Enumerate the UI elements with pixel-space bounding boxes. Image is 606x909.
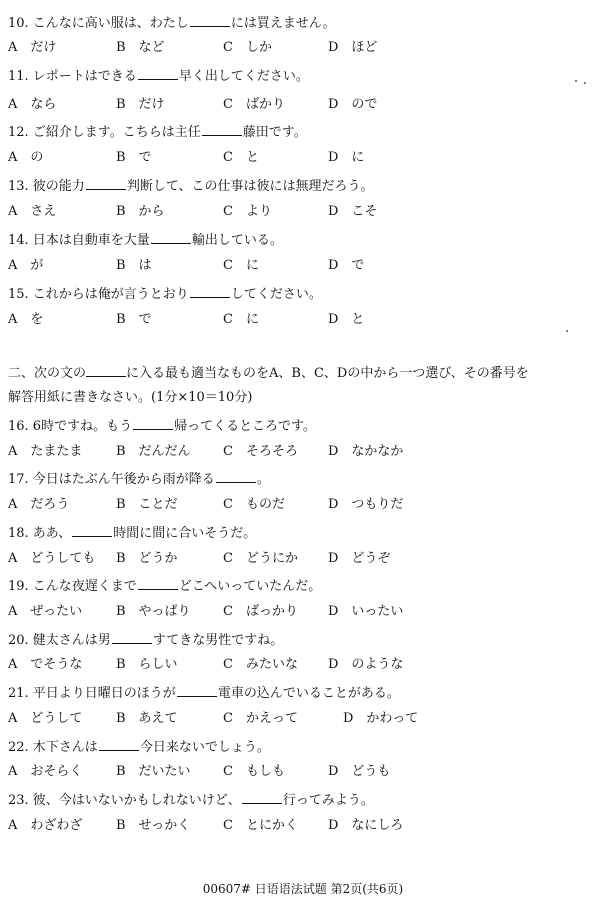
option-a: A を bbox=[8, 312, 44, 327]
option-c: C しか bbox=[223, 40, 272, 55]
options-row bbox=[8, 764, 588, 780]
option-a: A の bbox=[8, 150, 44, 165]
option-a: A どうしても bbox=[8, 551, 96, 566]
option-d: D こそ bbox=[328, 204, 378, 219]
options-row bbox=[8, 657, 588, 673]
question-text-post: 今日来ないでしょう。 bbox=[139, 740, 270, 755]
section-instructions-post: に入る最も適当なものをA、B、C、Dの中から一つ選び、その番号を bbox=[126, 366, 529, 381]
question-text-pre: 10. こんなに高い服は、わたし bbox=[8, 16, 189, 31]
page-footer: 00607# 日语语法试题 第2页(共6页) bbox=[202, 882, 404, 896]
option-a: A たまたま bbox=[8, 444, 83, 459]
question-text-post: 輸出している。 bbox=[191, 233, 283, 248]
scan-speck bbox=[566, 330, 568, 332]
question-17 bbox=[8, 470, 270, 488]
answer-blank bbox=[133, 417, 173, 430]
answer-blank bbox=[86, 364, 126, 377]
question-text-post: 藤田です。 bbox=[242, 125, 307, 140]
option-c: C と bbox=[223, 150, 259, 165]
question-11 bbox=[8, 67, 309, 85]
option-b: B あえて bbox=[116, 711, 178, 726]
options-row bbox=[8, 497, 588, 513]
option-d: D いったい bbox=[328, 604, 404, 619]
option-b: B だんだん bbox=[116, 444, 191, 459]
answer-blank bbox=[216, 470, 256, 483]
options-row bbox=[8, 818, 588, 834]
option-b: B は bbox=[116, 258, 152, 273]
question-12 bbox=[8, 123, 307, 141]
option-b: B で bbox=[116, 150, 152, 165]
option-b: B で bbox=[116, 312, 152, 327]
option-a: A さえ bbox=[8, 204, 57, 219]
option-d: D どうぞ bbox=[328, 551, 391, 566]
option-c: C かえって bbox=[223, 711, 298, 726]
option-c: C そろそろ bbox=[223, 444, 298, 459]
question-text-post: 行ってみよう。 bbox=[282, 793, 374, 808]
option-c: C に bbox=[223, 258, 259, 273]
answer-blank bbox=[138, 67, 178, 80]
option-d: D なかなか bbox=[328, 444, 404, 459]
option-c: C ばかり bbox=[223, 97, 285, 112]
question-15 bbox=[8, 285, 322, 303]
option-d: D で bbox=[328, 258, 365, 273]
question-text-post: 電車の込んでいることがある。 bbox=[217, 686, 400, 701]
section-instructions-line2: 解答用紙に書きなさい。(1分×10＝10分) bbox=[8, 390, 253, 405]
question-23 bbox=[8, 791, 374, 809]
option-c: C より bbox=[223, 204, 272, 219]
options-row bbox=[8, 312, 588, 328]
option-c: C もしも bbox=[223, 764, 285, 779]
question-19 bbox=[8, 577, 321, 595]
answer-blank bbox=[190, 14, 230, 27]
option-d: D に bbox=[328, 150, 365, 165]
option-a: A おそらく bbox=[8, 764, 83, 779]
options-row bbox=[8, 711, 588, 727]
option-a: A でそうな bbox=[8, 657, 83, 672]
option-a: A なら bbox=[8, 97, 57, 112]
option-a: A が bbox=[8, 258, 44, 273]
option-d: D かわって bbox=[343, 711, 419, 726]
option-c: C どうにか bbox=[223, 551, 298, 566]
answer-blank bbox=[242, 791, 282, 804]
option-d: D と bbox=[328, 312, 365, 327]
question-text-post: 時間に間に合いそうだ。 bbox=[113, 526, 257, 541]
option-b: B だいたい bbox=[116, 764, 191, 779]
answer-blank bbox=[112, 631, 152, 644]
question-text-pre: 16. 6時ですね。もう bbox=[8, 419, 133, 434]
option-c: C に bbox=[223, 312, 259, 327]
option-a: A だろう bbox=[8, 497, 70, 512]
question-text-pre: 14. 日本は自動車を大量 bbox=[8, 233, 150, 248]
question-text-pre: 20. 健太さんは男 bbox=[8, 633, 111, 648]
question-14 bbox=[8, 231, 283, 249]
question-13 bbox=[8, 177, 374, 195]
option-d: D つもりだ bbox=[328, 497, 404, 512]
options-row bbox=[8, 40, 588, 56]
options-row bbox=[8, 604, 588, 620]
question-text-post: 判断して、この仕事は彼には無理だろう。 bbox=[126, 179, 374, 194]
option-a: A ぜったい bbox=[8, 604, 83, 619]
option-d: D なにしろ bbox=[328, 818, 404, 833]
option-c: C ばっかり bbox=[223, 604, 298, 619]
question-18 bbox=[8, 524, 256, 542]
question-text-pre: 12. ご紹介します。こちらは主任 bbox=[8, 125, 201, 140]
answer-blank bbox=[202, 123, 242, 136]
option-c: C ものだ bbox=[223, 497, 285, 512]
question-text-post: 帰ってくるところです。 bbox=[174, 419, 316, 434]
answer-blank bbox=[138, 577, 178, 590]
question-20 bbox=[8, 631, 283, 649]
question-text-post: すてきな男性ですね。 bbox=[152, 633, 284, 648]
question-text-post: 早く出してください。 bbox=[178, 69, 309, 84]
scan-speck bbox=[575, 80, 577, 82]
question-text-pre: 15. これからは俺が言うとおり bbox=[8, 287, 189, 302]
option-d: D どうも bbox=[328, 764, 391, 779]
option-b: B だけ bbox=[116, 97, 165, 112]
option-a: A わざわざ bbox=[8, 818, 83, 833]
option-a: A どうして bbox=[8, 711, 83, 726]
option-b: B など bbox=[116, 40, 165, 55]
question-16 bbox=[8, 417, 316, 435]
option-d: D のような bbox=[328, 657, 404, 672]
options-row bbox=[8, 258, 588, 274]
question-text-pre: 21. 平日より日曜日のほうが bbox=[8, 686, 176, 701]
answer-blank bbox=[151, 231, 191, 244]
option-b: B らしい bbox=[116, 657, 178, 672]
option-b: B せっかく bbox=[116, 818, 191, 833]
option-b: B どうか bbox=[116, 551, 178, 566]
question-text-pre: 11. レポートはできる bbox=[8, 69, 137, 84]
answer-blank bbox=[99, 738, 139, 751]
question-text-pre: 13. 彼の能力 bbox=[8, 179, 85, 194]
question-text-post: には買えません。 bbox=[230, 16, 336, 31]
question-text-pre: 22. 木下さんは bbox=[8, 740, 98, 755]
option-b: B から bbox=[116, 204, 165, 219]
question-10 bbox=[8, 14, 336, 32]
option-d: D ので bbox=[328, 97, 378, 112]
options-row bbox=[8, 444, 588, 460]
answer-blank bbox=[72, 524, 112, 537]
question-text-post: どこへいっていたんだ。 bbox=[178, 579, 322, 594]
question-text-post: してください。 bbox=[230, 287, 322, 302]
option-b: B ことだ bbox=[116, 497, 178, 512]
options-row bbox=[8, 204, 588, 220]
option-d: D ほど bbox=[328, 40, 378, 55]
option-c: C とにかく bbox=[223, 818, 298, 833]
question-text-pre: 18. ああ、 bbox=[8, 526, 72, 541]
question-text-pre: 19. こんな夜遅くまで bbox=[8, 579, 137, 594]
option-c: C みたいな bbox=[223, 657, 298, 672]
options-row bbox=[8, 150, 588, 166]
answer-blank bbox=[86, 177, 126, 190]
option-a: A だけ bbox=[8, 40, 57, 55]
option-b: B やっぱり bbox=[116, 604, 191, 619]
answer-blank bbox=[190, 285, 230, 298]
question-text-pre: 23. 彼、今はいないかもしれないけど、 bbox=[8, 793, 241, 808]
question-21 bbox=[8, 684, 400, 702]
section-instructions-pre: 二、次の文の bbox=[8, 366, 87, 381]
section-instructions bbox=[8, 364, 529, 382]
question-text-post: 。 bbox=[256, 472, 270, 487]
scan-speck bbox=[584, 82, 586, 84]
options-row bbox=[8, 97, 588, 113]
question-22 bbox=[8, 738, 270, 756]
question-text-pre: 17. 今日はたぶん午後から雨が降る bbox=[8, 472, 215, 487]
options-row bbox=[8, 551, 588, 567]
answer-blank bbox=[177, 684, 217, 697]
